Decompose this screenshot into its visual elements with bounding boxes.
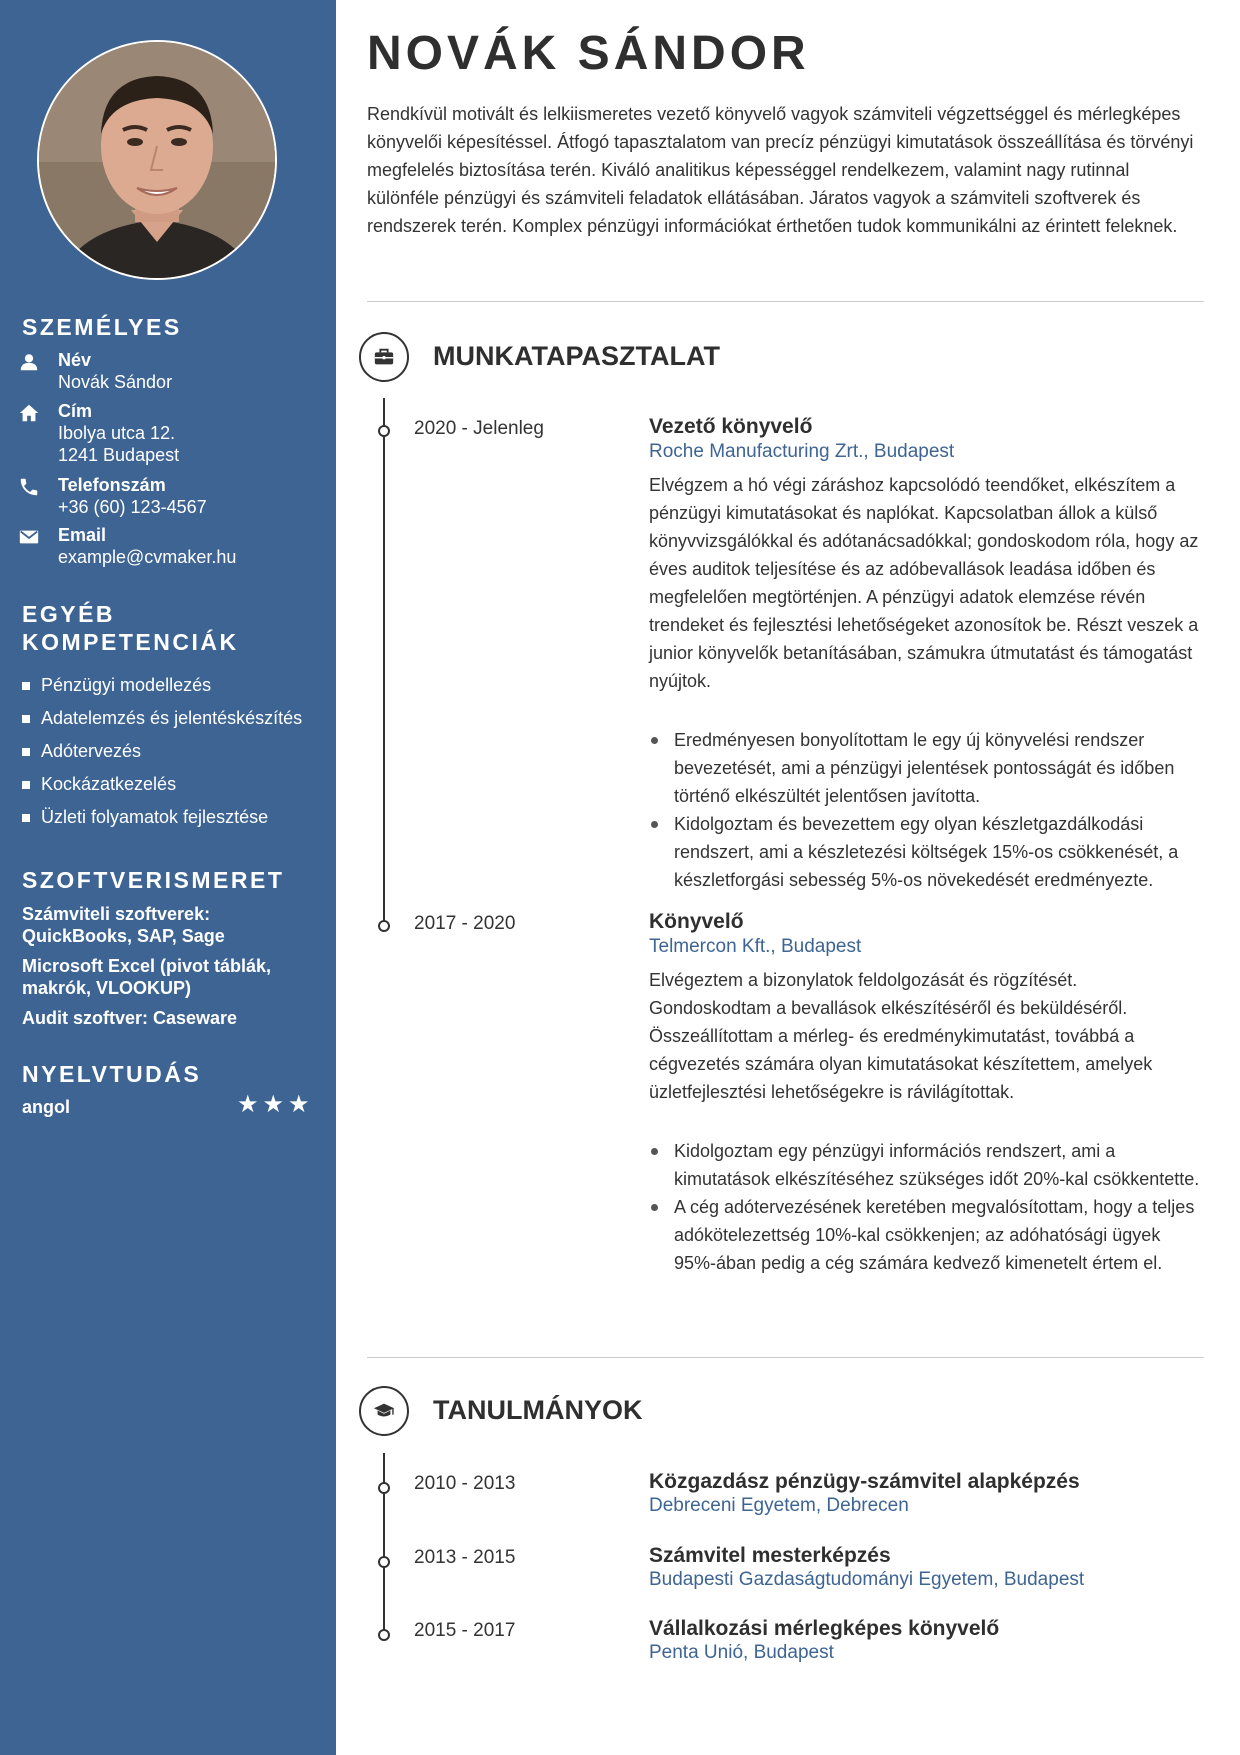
personal-address-line2: 1241 Budapest — [58, 445, 180, 465]
job-date: 2017 - 2020 — [414, 913, 516, 934]
education-title: Vállalkozási mérlegképes könyvelő — [649, 1617, 1000, 1640]
software-item: Audit szoftver: Caseware — [22, 1008, 238, 1028]
job-achievements — [649, 726, 1204, 894]
skill-item: Kockázatkezelés — [22, 773, 302, 806]
education-title: Közgazdász pénzügy-számvitel alapképzés — [649, 1470, 1080, 1493]
education-date: 2013 - 2015 — [414, 1547, 516, 1568]
timeline-dot — [378, 920, 390, 932]
timeline-dot — [378, 1556, 390, 1568]
achievement-item: Kidolgoztam egy pénzügyi információs rendszert, ami a kimutatások elkészítéséhez szükséges időt 20%-kal csökkentette. — [649, 1137, 1204, 1193]
personal-email-label: Email — [58, 525, 107, 545]
graduation-cap-icon — [359, 1386, 409, 1436]
skill-item: Pénzügyi modellezés — [22, 674, 302, 707]
achievement-item: A cég adótervezésének keretében megvalósítottam, hogy a teljes adókötelezettség 10%-kal csökkenjen; az adóhatósági ügyek 95%-ában pedig a cég számára kedvező kimenetelt értem el. — [649, 1193, 1204, 1277]
software-item: Számviteli szoftverek: QuickBooks, SAP, Sage — [22, 904, 225, 946]
briefcase-icon — [359, 332, 409, 382]
personal-address-label: Cím — [58, 401, 93, 421]
skills-heading — [22, 600, 239, 656]
personal-address-line1: Ibolya utca 12. — [58, 423, 176, 443]
job-description: Elvégeztem a bizonylatok feldolgozását és rögzítését. Gondoskodtam a bevallások elkészítéséről és beküldéséről. Összeállítottam a mérleg- és eredménykimutatást, továbbá a cégvezetés számára olyan kimutatásokat készítettem, amelyek üzletfejlesztési lehetőségekre is rávilágítottak. — [649, 970, 1153, 1102]
skills-heading-line1: EGYÉB — [22, 601, 116, 627]
job-date: 2020 - Jelenleg — [414, 418, 544, 439]
education-institution: Penta Unió, Budapest — [649, 1642, 834, 1663]
education-title: Számvitel mesterképzés — [649, 1544, 891, 1567]
skills-list — [22, 674, 302, 839]
job-title: Könyvelő — [649, 910, 744, 933]
job-company: Telmercon Kft., Budapest — [649, 936, 862, 957]
person-icon — [18, 351, 40, 373]
education-date: 2015 - 2017 — [414, 1620, 516, 1641]
email-icon — [18, 526, 40, 548]
phone-icon — [18, 476, 40, 498]
education-institution: Debreceni Egyetem, Debrecen — [649, 1495, 909, 1516]
personal-phone-value: +36 (60) 123-4567 — [58, 497, 207, 517]
personal-name-value: Novák Sándor — [58, 372, 173, 392]
sidebar — [0, 0, 336, 1755]
personal-phone-label: Telefonszám — [58, 475, 166, 495]
job-title: Vezető könyvelő — [649, 415, 813, 438]
achievement-item: Eredményesen bonyolítottam le egy új könyvelési rendszer bevezetését, ami a pénzügyi jelentések pontosságát és időben történő elkészültét jelentősen javította. — [649, 726, 1204, 810]
achievement-item: Kidolgoztam és bevezettem egy olyan készletgazdálkodási rendszert, ami a készletezési költségek 15%-os csökkenését, a készletforgási sebesség 5%-os növekedését eredményezte. — [649, 810, 1204, 894]
skill-item: Üzleti folyamatok fejlesztése — [22, 806, 302, 839]
personal-heading: SZEMÉLYES — [22, 314, 182, 340]
software-item: Microsoft Excel (pivot táblák, makrók, VLOOKUP) — [22, 956, 272, 998]
profile-summary: Rendkívül motivált és lelkiismeretes vezető könyvelő vagyok számviteli végzettséggel és mérlegképes könyvelői képesítéssel. Átfogó tapasztalatom van precíz pénzügyi kimutatások összeállítása és törvényi megfelelés biztosítása terén. Kiváló analitikus képességgel rendelkezem, valamint nagy rutinnal különféle pénzügyi és számviteli feladatok ellátásában. Járatos vagyok a számviteli szoftverek és rendszerek terén. Komplex pénzügyi információkat érthetően tudok kommunikálni az érintett feleknek. — [367, 104, 1194, 236]
skills-heading-line2: KOMPETENCIÁK — [22, 629, 239, 655]
language-rating-stars: ★★★ — [237, 1091, 314, 1118]
education-timeline — [383, 1453, 385, 1636]
home-icon — [18, 402, 40, 424]
education-heading: TANULMÁNYOK — [433, 1395, 643, 1425]
profile-photo — [37, 40, 277, 280]
experience-heading: MUNKATAPASZTALAT — [433, 341, 720, 371]
job-achievements — [649, 1137, 1204, 1277]
languages-heading: NYELVTUDÁS — [22, 1061, 202, 1087]
experience-timeline — [383, 398, 385, 926]
personal-email-value[interactable]: example@cvmaker.hu — [58, 547, 237, 567]
timeline-dot — [378, 1482, 390, 1494]
education-date: 2010 - 2013 — [414, 1473, 516, 1494]
divider — [367, 1357, 1204, 1358]
job-description: Elvégzem a hó végi záráshoz kapcsolódó teendőket, elkészítem a pénzügyi kimutatásokat és naplókat. Kapcsolatban állok a külső könyvvizsgálókkal és adótanácsadókkal; gondoskodom róla, hogy az éves auditok teljesítése és az adóbevallások leadása időben és megfelelően megtörténjen. A pénzügyi adatok elemzése révén trendeket és fejlesztési lehetőségeket azonosítok be. Részt veszek a junior könyvelők betanításában, számukra útmutatást és támogatást nyújtok. — [649, 475, 1199, 691]
divider — [367, 301, 1204, 302]
skill-item: Adótervezés — [22, 740, 302, 773]
language-name: angol — [22, 1097, 70, 1117]
page-title: NOVÁK SÁNDOR — [367, 27, 810, 80]
education-institution: Budapesti Gazdaságtudományi Egyetem, Budapest — [649, 1569, 1085, 1590]
software-heading: SZOFTVERISMERET — [22, 867, 285, 893]
job-company: Roche Manufacturing Zrt., Budapest — [649, 441, 955, 462]
timeline-dot — [378, 425, 390, 437]
personal-name-label: Név — [58, 350, 92, 370]
skill-item: Adatelemzés és jelentéskészítés — [22, 707, 302, 740]
timeline-dot — [378, 1629, 390, 1641]
